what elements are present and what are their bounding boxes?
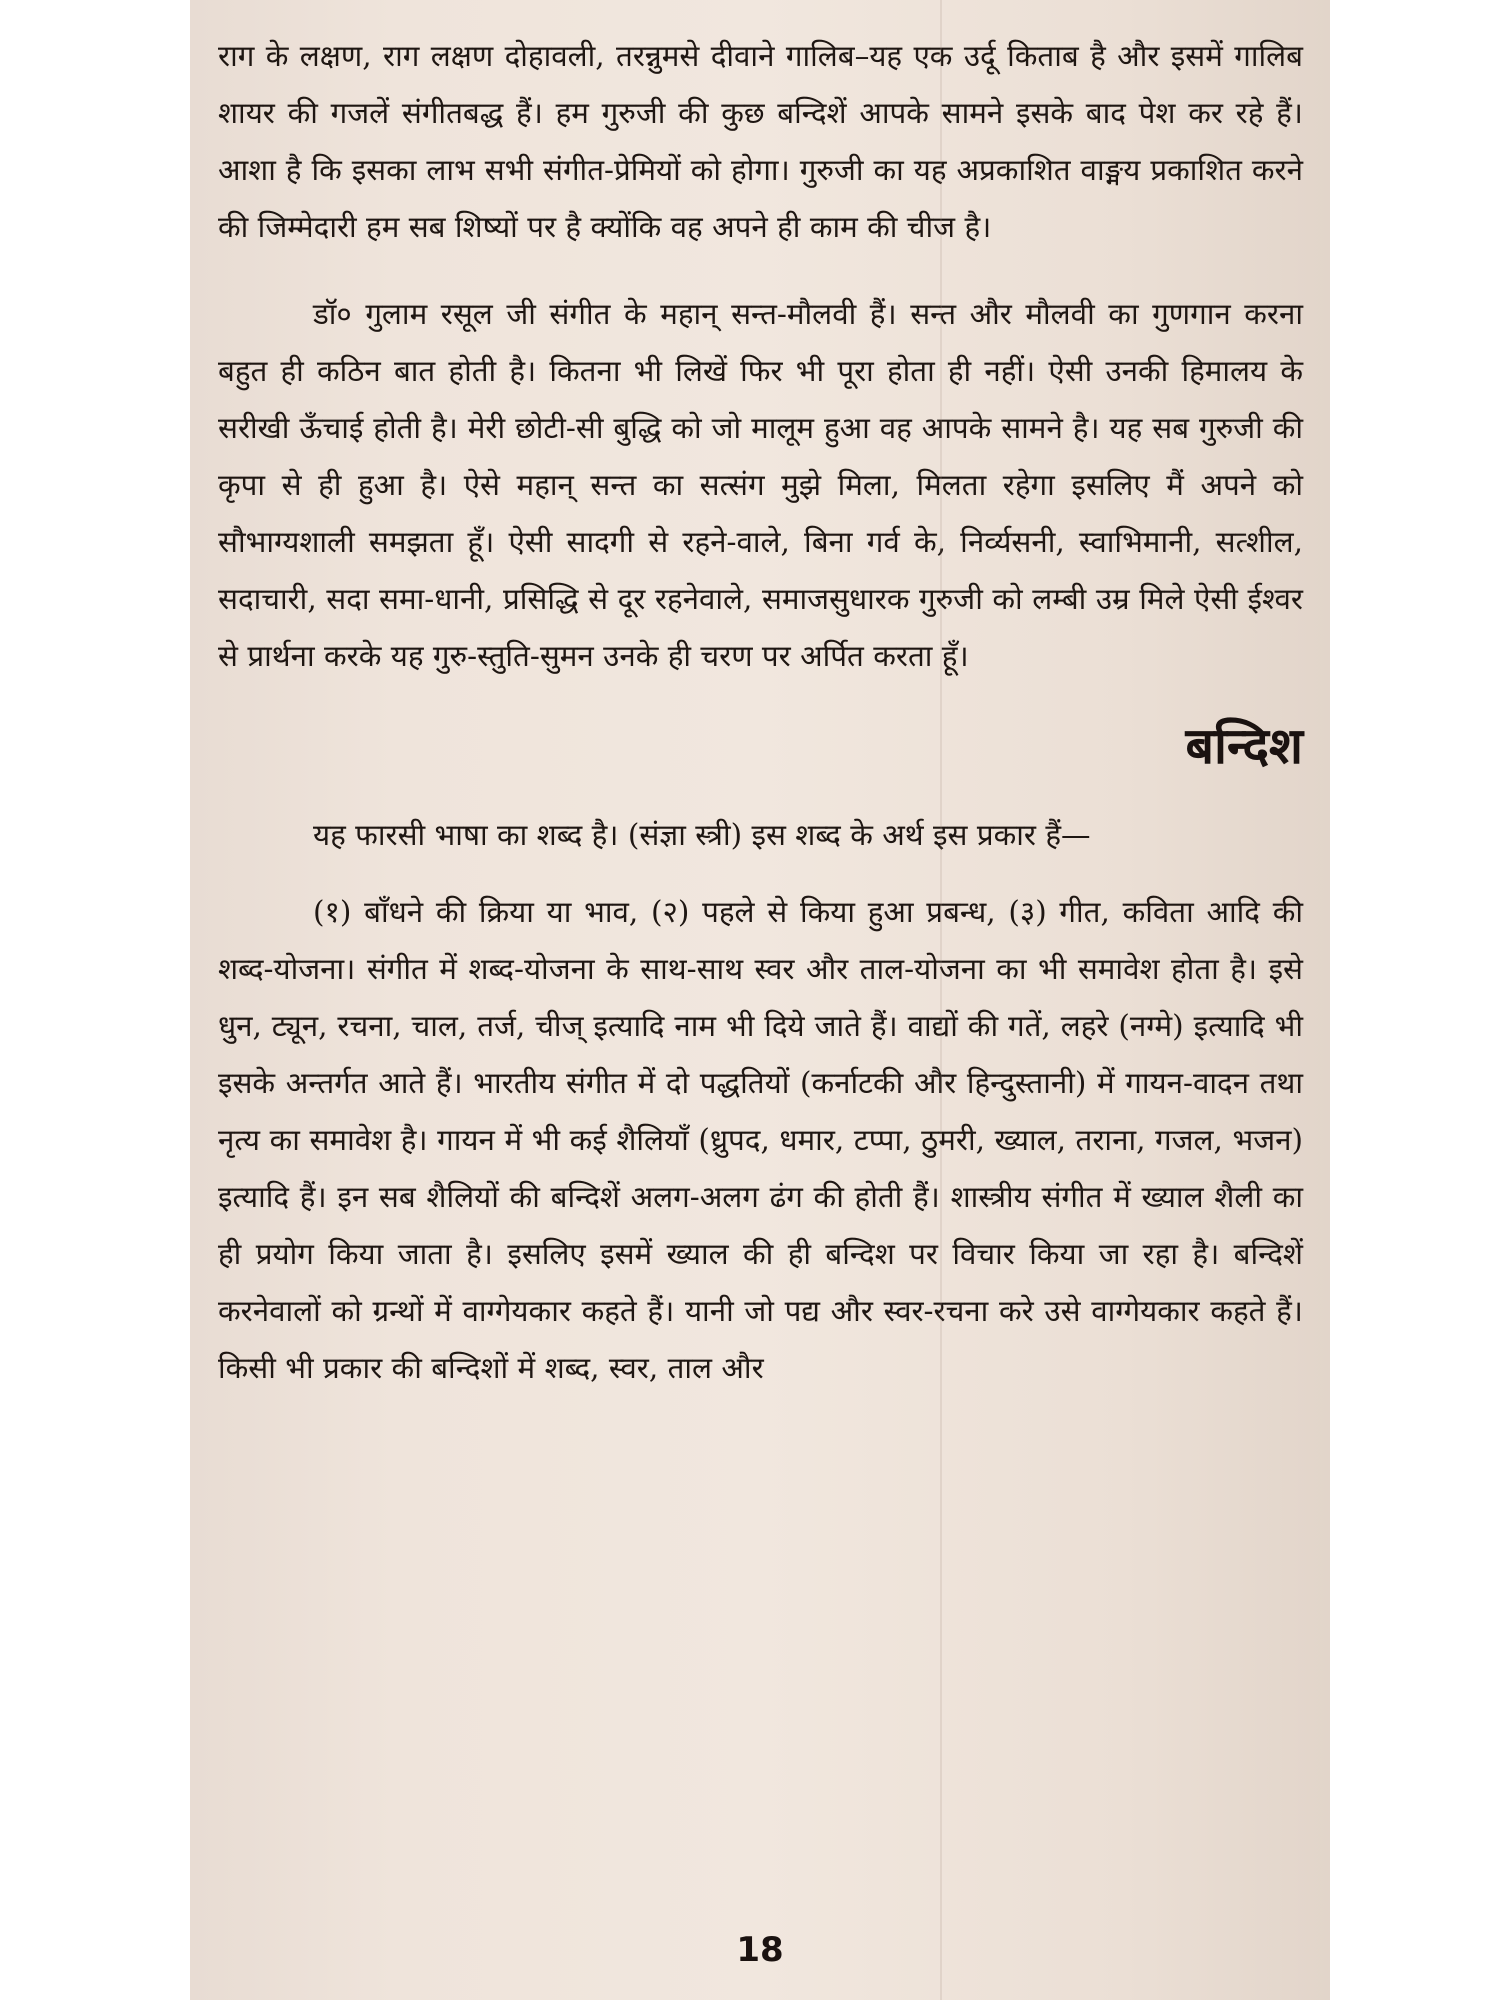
right-margin <box>1330 0 1500 2000</box>
page-body <box>218 28 1303 1397</box>
page-number: 18 <box>736 1930 784 1970</box>
left-margin <box>0 0 190 2000</box>
paragraph-2: डॉ० गुलाम रसूल जी संगीत के महान् सन्त-मौलवी हैं। सन्त और मौलवी का गुणगान करना बहुत ही कठिन बात होती है। कितना भी लिखें फिर भी पूरा होता ही नहीं। ऐसी उनकी हिमालय के सरीखी ऊँचाई होती है। मेरी छोटी-सी बुद्धि को जो मालूम हुआ वह आपके सामने है। यह सब गुरुजी की कृपा से ही हुआ है। ऐसे महान् सन्त का सत्संग मुझे मिला, मिलता रहेगा इसलिए मैं अपने को सौभाग्यशाली समझता हूँ। ऐसी सादगी से रहने-वाले, बिना गर्व के, निर्व्यसनी, स्वाभिमानी, सत्शील, सदाचारी, सदा समा-धानी, प्रसिद्धि से दूर रहनेवाले, समाजसुधारक गुरुजी को लम्बी उम्र मिले ऐसी ईश्वर से प्रार्थना करके यह गुरु-स्तुति-सुमन उनके ही चरण पर अर्पित करता हूँ। <box>218 297 1303 673</box>
section-heading: बन्दिश <box>1185 717 1303 775</box>
book-page <box>190 0 1330 2000</box>
paragraph-3: यह फारसी भाषा का शब्द है। (संज्ञा स्त्री) इस शब्द के अर्थ इस प्रकार हैं— <box>313 818 1091 852</box>
paragraph-1: राग के लक्षण, राग लक्षण दोहावली, तरन्नुमसे दीवाने गालिब–यह एक उर्दू किताब है और इसमें गालिब शायर की गजलें संगीतबद्ध हैं। हम गुरुजी की कुछ बन्दिशें आपके सामने इसके बाद पेश कर रहे हैं। आशा है कि इसका लाभ सभी संगीत-प्रेमियों को होगा। गुरुजी का यह अप्रकाशित वाङ्मय प्रकाशित करने की जिम्मेदारी हम सब शिष्यों पर है क्योंकि वह अपने ही काम की चीज है। <box>218 39 1303 244</box>
paragraph-4: (१) बाँधने की क्रिया या भाव, (२) पहले से किया हुआ प्रबन्ध, (३) गीत, कविता आदि की शब्द-योजना। संगीत में शब्द-योजना के साथ-साथ स्वर और ताल-योजना का भी समावेश होता है। इसे धुन, ट्यून, रचना, चाल, तर्ज, चीज् इत्यादि नाम भी दिये जाते हैं। वाद्यों की गतें, लहरे (नग्मे) इत्यादि भी इसके अन्तर्गत आते हैं। भारतीय संगीत में दो पद्धतियों (कर्नाटकी और हिन्दुस्तानी) में गायन-वादन तथा नृत्य का समावेश है। गायन में भी कई शैलियाँ (ध्रुपद, धमार, टप्पा, ठुमरी, ख्याल, तराना, गजल, भजन) इत्यादि हैं। इन सब शैलियों की बन्दिशें अलग-अलग ढंग की होती हैं। शास्त्रीय संगीत में ख्याल शैली का ही प्रयोग किया जाता है। इसलिए इसमें ख्याल की ही बन्दिश पर विचार किया जा रहा है। बन्दिशें करनेवालों को ग्रन्थों में वाग्गेयकार कहते हैं। यानी जो पद्य और स्वर-रचना करे उसे वाग्गेयकार कहते हैं। किसी भी प्रकार की बन्दिशों में शब्द, स्वर, ताल और <box>218 895 1303 1385</box>
